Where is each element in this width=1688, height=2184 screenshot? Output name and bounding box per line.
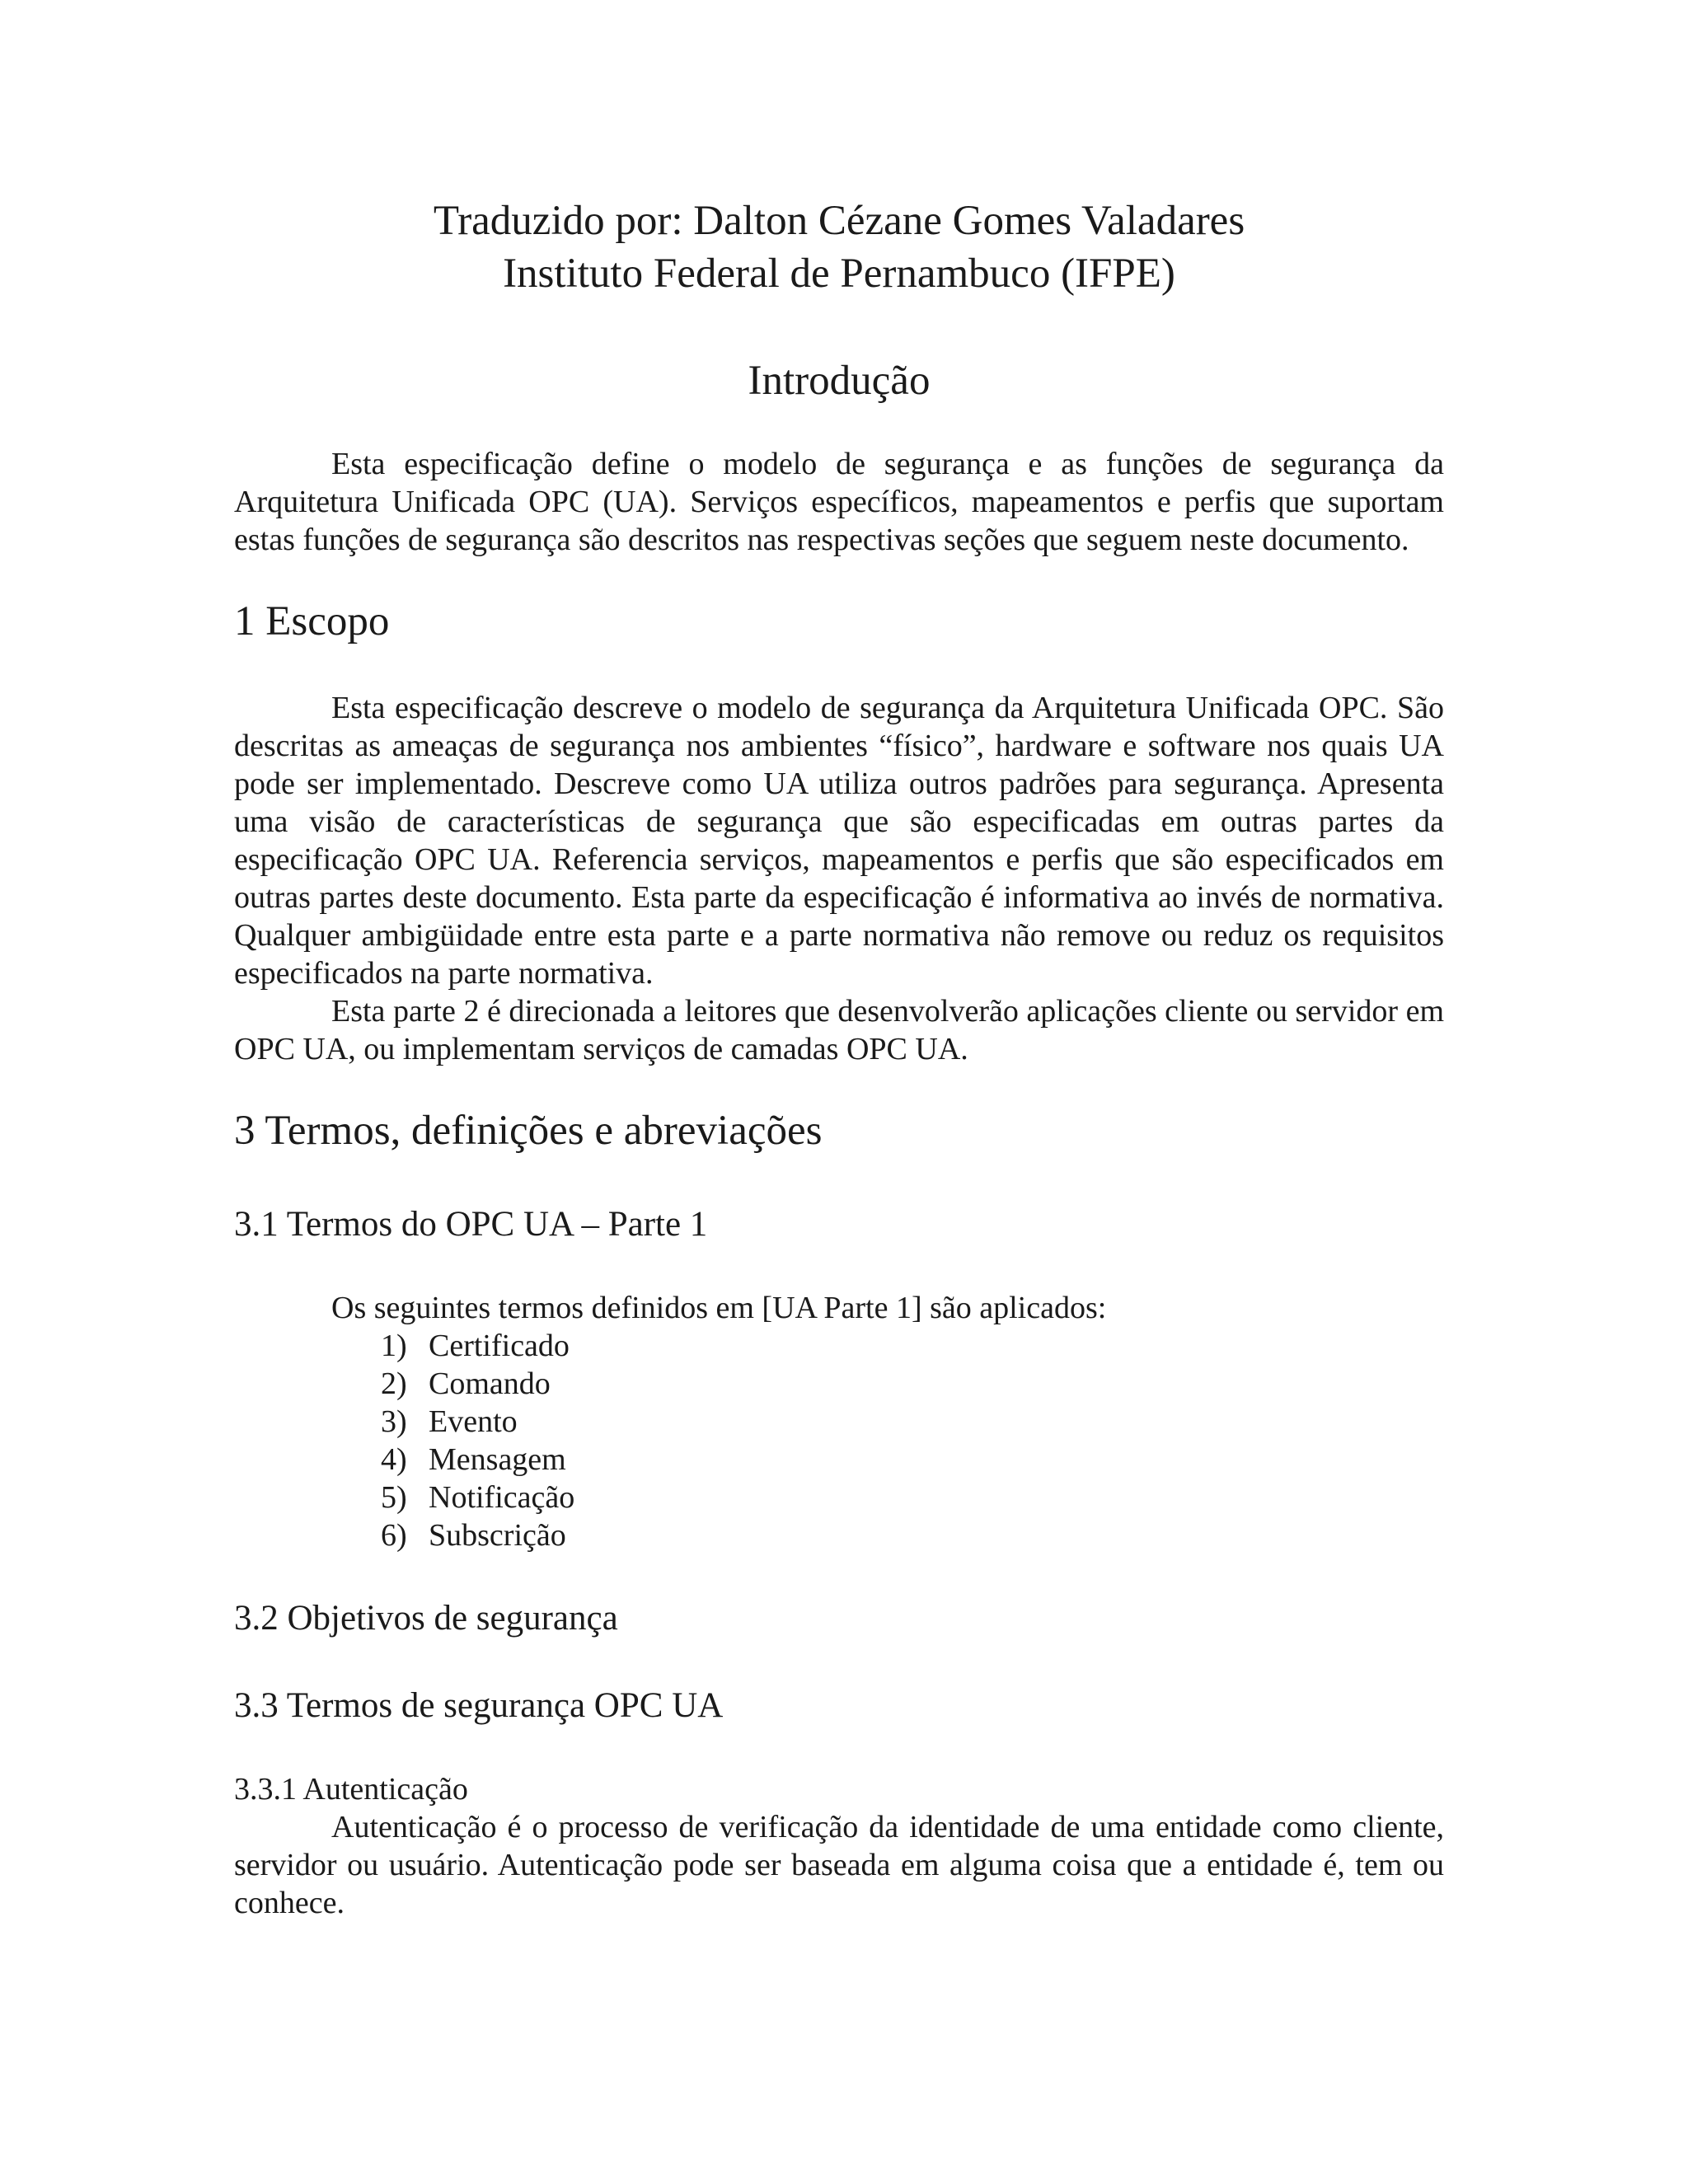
section-3-heading: 3 Termos, definições e abreviações: [234, 1108, 823, 1154]
institution-line: Instituto Federal de Pernambuco (IFPE): [503, 251, 1175, 297]
translator-line: Traduzido por: Dalton Cézane Gomes Valadares: [433, 198, 1245, 244]
list-item: 1) Certificado: [381, 1329, 570, 1363]
section-3-2-heading: 3.2 Objetivos de segurança: [234, 1599, 618, 1638]
list-item: 6) Subscrição: [381, 1518, 566, 1553]
list-item: 4) Mensagem: [381, 1442, 566, 1477]
section-3-3-heading: 3.3 Termos de segurança OPC UA: [234, 1686, 724, 1725]
document-content: [234, 194, 1444, 1922]
list-item: 5) Notificação: [381, 1480, 575, 1515]
section-3-1-heading: 3.1 Termos do OPC UA – Parte 1: [234, 1205, 708, 1244]
list-item: 2) Comando: [381, 1366, 551, 1401]
intro-title: Introdução: [748, 358, 931, 404]
terms-lead-in: Os seguintes termos definidos em [UA Parte 1] são aplicados:: [331, 1291, 1107, 1325]
list-item: 3) Evento: [381, 1404, 518, 1439]
section-1-paragraph-2: Esta parte 2 é direcionada a leitores que desenvolverão aplicações cliente ou servidor em OPC UA, ou implementam serviços de camadas OPC UA.: [234, 994, 1444, 1066]
section-3-3-1-heading: 3.3.1 Autenticação: [234, 1772, 468, 1807]
terms-list: [234, 1327, 1444, 1554]
section-3-3-1-paragraph: Autenticação é o processo de verificação da identidade de uma entidade como cliente, servidor ou usuário. Autenticação pode ser baseada em alguma coisa que a entidade é, tem ou conhece.: [234, 1810, 1444, 1920]
section-1-paragraph-1: Esta especificação descreve o modelo de segurança da Arquitetura Unificada OPC. São descritas as ameaças de segurança nos ambientes “físico”, hardware e software nos quais UA pode ser implementado. Descreve como UA utiliza outros padrões para segurança. Apresenta uma visão de características de segurança que são especificadas em outras partes da especificação OPC UA. Referencia serviços, mapeamentos e perfis que são especificados em outras partes deste documento. Esta parte da especificação é informativa ao invés de normativa. Qualquer ambigüidade entre esta parte e a parte normativa não remove ou reduz os requisitos especificados na parte normativa.: [234, 691, 1444, 991]
intro-paragraph: Esta especificação define o modelo de segurança e as funções de segurança da Arquitetura Unificada OPC (UA). Serviços específicos, mapeamentos e perfis que suportam estas funções de segurança são descritos nas respectivas seções que seguem neste documento.: [234, 447, 1444, 557]
section-1-heading: 1 Escopo: [234, 598, 390, 644]
